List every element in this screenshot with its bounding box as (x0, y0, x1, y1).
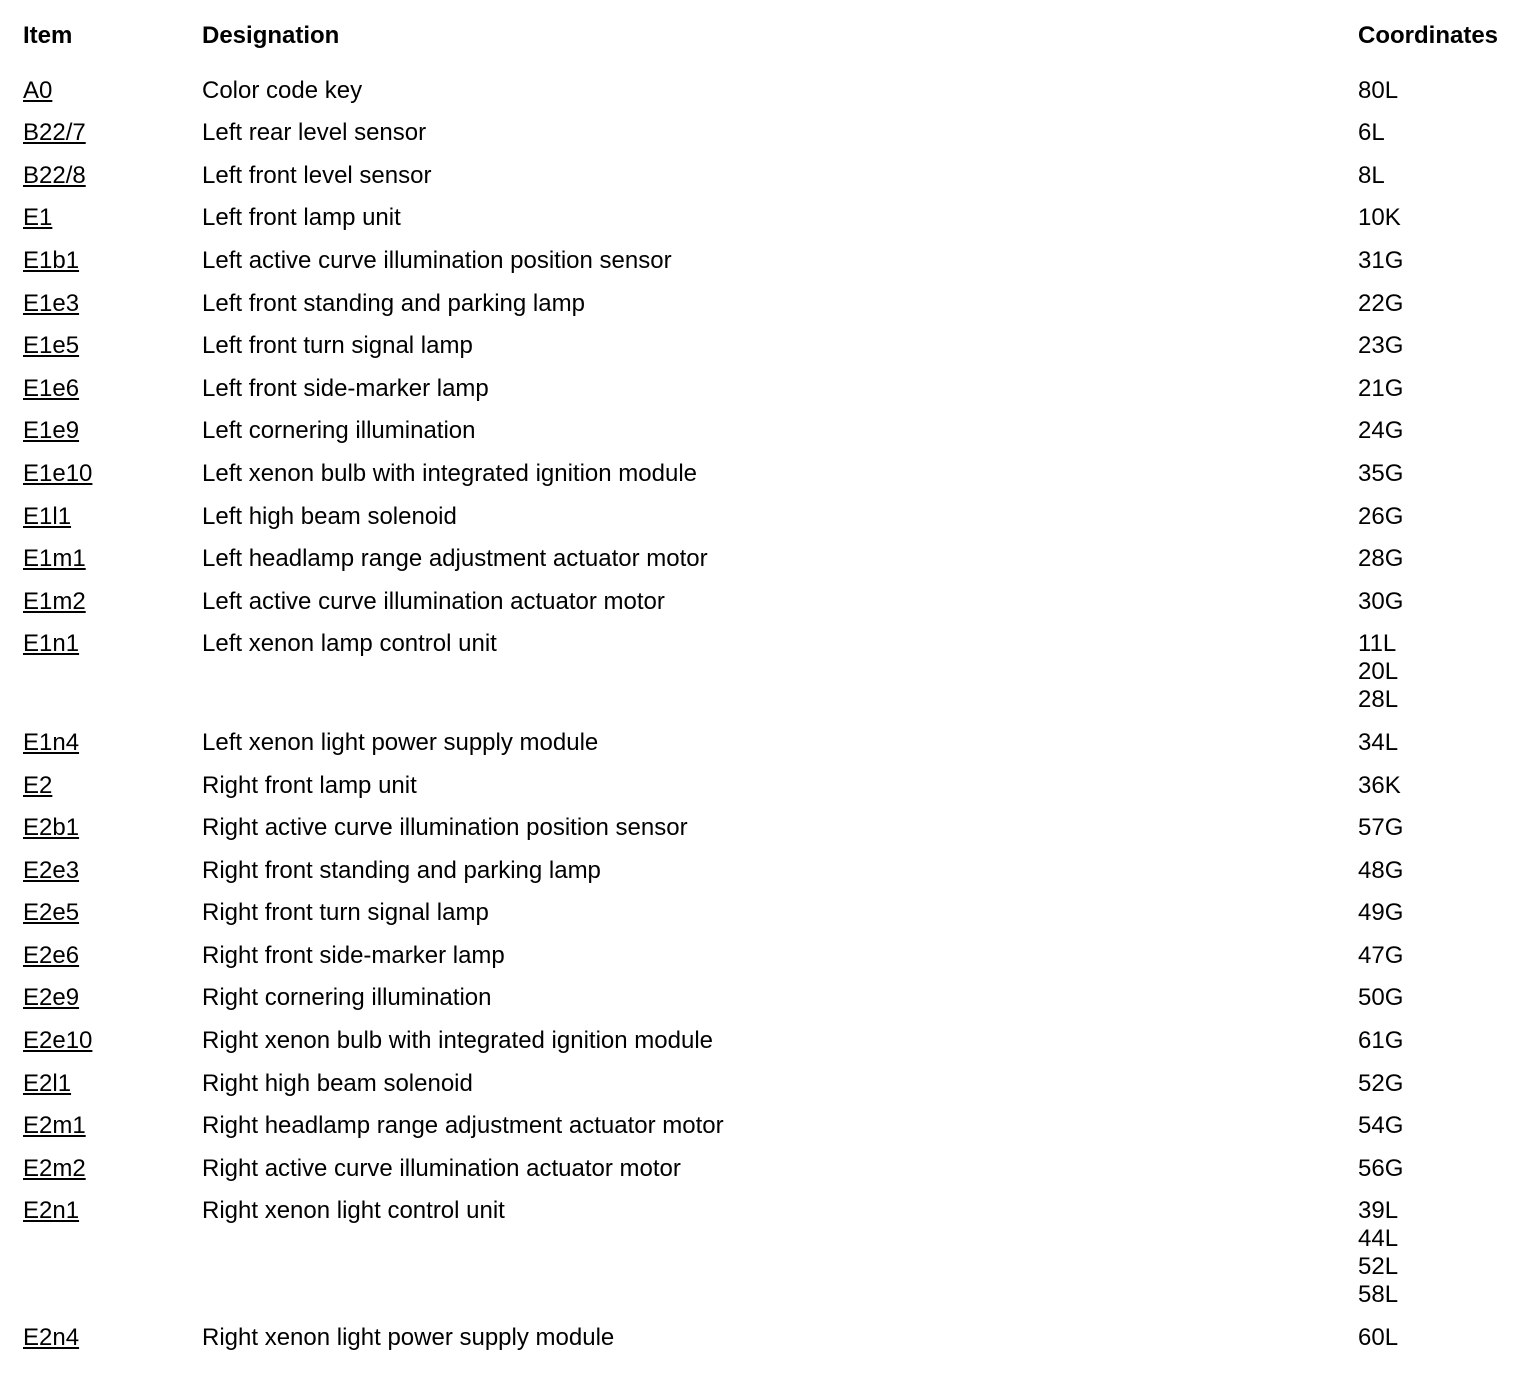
coordinate-value: 24G (1358, 417, 1404, 445)
designation-cell: Right front lamp unit (202, 771, 417, 799)
item-cell (0, 1055, 202, 1098)
coordinate-value: 8L (1358, 161, 1385, 189)
designation-cell: Left xenon light power supply module (202, 728, 599, 756)
coordinate-value: 35G (1358, 459, 1404, 487)
item-link[interactable]: E2m2 (23, 1154, 86, 1182)
item-cell (0, 190, 202, 233)
coordinate-value: 28L (1358, 686, 1399, 714)
item-cell (0, 1098, 202, 1141)
coordinates-cell (1358, 232, 1536, 275)
table-row (0, 445, 1536, 488)
coordinate-value: 11L (1358, 630, 1397, 658)
designation-cell: Right high beam solenoid (202, 1069, 473, 1097)
coordinates-cell (1358, 1055, 1536, 1098)
coordinates-cell (1358, 105, 1536, 148)
item-cell (0, 970, 202, 1013)
item-link[interactable]: E2e6 (23, 941, 80, 969)
coordinates-cell (1358, 275, 1536, 318)
item-cell (0, 62, 202, 105)
coordinate-value: 80L (1358, 76, 1399, 104)
table-body (0, 62, 1536, 1352)
item-cell (0, 232, 202, 275)
coordinates-cell (1358, 616, 1536, 715)
coordinate-value: 44L (1358, 1225, 1399, 1253)
coordinate-value: 36K (1358, 771, 1401, 799)
designation-cell: Left front side-marker lamp (202, 374, 489, 402)
item-link[interactable]: E2e10 (23, 1027, 93, 1055)
item-link[interactable]: E2n1 (23, 1197, 80, 1225)
item-cell (0, 1309, 202, 1352)
table-header-row (0, 18, 1536, 62)
coordinate-value: 23G (1358, 332, 1404, 360)
item-link[interactable]: E1 (23, 204, 53, 232)
table-row (0, 232, 1536, 275)
item-cell (0, 531, 202, 574)
designation-cell: Right headlamp range adjustment actuator motor (202, 1112, 724, 1140)
coordinates-cell (1358, 970, 1536, 1013)
item-cell (0, 105, 202, 148)
item-link[interactable]: E1m1 (23, 545, 86, 573)
item-link[interactable]: E2m1 (23, 1112, 86, 1140)
item-link[interactable]: E1m2 (23, 587, 86, 615)
coordinate-value: 6L (1358, 119, 1385, 147)
designation-cell: Left front lamp unit (202, 204, 401, 232)
designation-cell: Left active curve illumination actuator motor (202, 587, 665, 615)
coordinates-cell (1358, 403, 1536, 446)
coordinate-value: 28G (1358, 545, 1404, 573)
designation-cell: Right xenon light power supply module (202, 1324, 615, 1352)
item-link[interactable]: E2e5 (23, 899, 80, 927)
item-link[interactable]: E2n4 (23, 1324, 80, 1352)
item-link[interactable]: E2 (23, 771, 53, 799)
table-row (0, 1012, 1536, 1055)
coordinate-value: 61G (1358, 1027, 1404, 1055)
designation-cell: Left headlamp range adjustment actuator motor (202, 545, 708, 573)
designation-cell: Left front level sensor (202, 161, 432, 189)
table-row (0, 970, 1536, 1013)
designation-cell: Left cornering illumination (202, 417, 476, 445)
table-row (0, 1309, 1536, 1352)
designation-cell: Left front standing and parking lamp (202, 289, 585, 317)
item-cell (0, 573, 202, 616)
coordinate-value: 22G (1358, 289, 1404, 317)
item-link[interactable]: E2l1 (23, 1069, 72, 1097)
item-link[interactable]: E1e5 (23, 332, 80, 360)
table-row (0, 842, 1536, 885)
table-row (0, 318, 1536, 361)
designation-cell: Right front side-marker lamp (202, 941, 505, 969)
coordinates-cell (1358, 1183, 1536, 1310)
coordinates-cell (1358, 531, 1536, 574)
coordinate-value: 31G (1358, 246, 1404, 274)
table-row (0, 616, 1536, 715)
table-row (0, 757, 1536, 800)
coordinate-value: 54G (1358, 1112, 1404, 1140)
coordinate-value: 58L (1358, 1281, 1399, 1309)
coordinates-cell (1358, 445, 1536, 488)
designation-cell: Right xenon bulb with integrated ignition module (202, 1027, 713, 1055)
designation-cell: Left front turn signal lamp (202, 332, 473, 360)
table-row (0, 531, 1536, 574)
item-cell (0, 927, 202, 970)
item-cell (0, 842, 202, 885)
coordinates-cell (1358, 488, 1536, 531)
designation-cell: Left active curve illumination position sensor (202, 246, 672, 274)
item-cell (0, 757, 202, 800)
coordinate-value: 21G (1358, 374, 1404, 402)
coordinates-cell (1358, 62, 1536, 105)
item-link[interactable]: E1e9 (23, 417, 80, 445)
coordinates-cell (1358, 190, 1536, 233)
table-row (0, 1098, 1536, 1141)
coordinates-cell (1358, 800, 1536, 843)
coordinates-cell (1358, 1140, 1536, 1183)
header-item: Item (23, 22, 73, 49)
item-cell (0, 714, 202, 757)
table-row (0, 105, 1536, 148)
component-legend-table (0, 18, 1536, 1352)
table-row (0, 190, 1536, 233)
coordinate-value: 49G (1358, 899, 1404, 927)
table-row (0, 1140, 1536, 1183)
header-designation: Designation (202, 22, 340, 49)
table-row (0, 360, 1536, 403)
item-link[interactable]: E1l1 (23, 502, 72, 530)
table-row (0, 573, 1536, 616)
coordinate-value: 52L (1358, 1253, 1399, 1281)
item-link[interactable]: E2e3 (23, 856, 80, 884)
item-cell (0, 1012, 202, 1055)
table-row (0, 62, 1536, 105)
designation-cell: Left xenon lamp control unit (202, 630, 497, 658)
coordinate-value: 47G (1358, 941, 1404, 969)
coordinates-cell (1358, 1309, 1536, 1352)
item-cell (0, 403, 202, 446)
item-cell (0, 885, 202, 928)
coordinates-cell (1358, 360, 1536, 403)
table-row (0, 885, 1536, 928)
designation-cell: Right cornering illumination (202, 984, 492, 1012)
coordinates-cell (1358, 318, 1536, 361)
item-cell (0, 488, 202, 531)
coordinate-value: 34L (1358, 728, 1399, 756)
coordinate-value: 39L (1358, 1197, 1399, 1225)
coordinate-value: 48G (1358, 856, 1404, 884)
coordinates-cell (1358, 927, 1536, 970)
item-cell (0, 1140, 202, 1183)
item-cell (0, 147, 202, 190)
table-row (0, 714, 1536, 757)
item-cell (0, 275, 202, 318)
item-link[interactable]: E2e9 (23, 984, 80, 1012)
item-link[interactable]: B22/8 (23, 161, 86, 189)
coordinate-value: 57G (1358, 814, 1404, 842)
designation-cell: Right active curve illumination actuator motor (202, 1154, 681, 1182)
item-link[interactable]: E2b1 (23, 814, 80, 842)
designation-cell: Color code key (202, 76, 363, 104)
item-link[interactable]: E1e6 (23, 374, 80, 402)
coordinates-cell (1358, 714, 1536, 757)
designation-cell: Left xenon bulb with integrated ignition module (202, 459, 697, 487)
coordinate-value: 30G (1358, 587, 1404, 615)
designation-cell: Right active curve illumination position sensor (202, 814, 688, 842)
item-cell (0, 318, 202, 361)
coordinates-cell (1358, 885, 1536, 928)
header-coordinates: Coordinates (1358, 22, 1499, 49)
item-link[interactable]: E1n1 (23, 630, 80, 658)
table-row (0, 275, 1536, 318)
item-cell (0, 800, 202, 843)
table-row (0, 1183, 1536, 1310)
coordinates-cell (1358, 1012, 1536, 1055)
item-link[interactable]: E1e10 (23, 459, 93, 487)
item-cell (0, 1183, 202, 1310)
item-link[interactable]: E1n4 (23, 728, 80, 756)
coordinate-value: 10K (1358, 204, 1401, 232)
designation-cell: Right front standing and parking lamp (202, 856, 601, 884)
item-cell (0, 360, 202, 403)
table-row (0, 1055, 1536, 1098)
designation-cell: Right xenon light control unit (202, 1197, 505, 1225)
item-cell (0, 616, 202, 715)
item-link[interactable]: B22/7 (23, 119, 86, 147)
coordinates-cell (1358, 842, 1536, 885)
coordinate-value: 60L (1358, 1324, 1399, 1352)
coordinate-value: 26G (1358, 502, 1404, 530)
coordinates-cell (1358, 573, 1536, 616)
coordinates-cell (1358, 757, 1536, 800)
designation-cell: Left rear level sensor (202, 119, 427, 147)
table-row (0, 927, 1536, 970)
item-cell (0, 445, 202, 488)
table-row (0, 147, 1536, 190)
coordinate-value: 50G (1358, 984, 1404, 1012)
coordinate-value: 20L (1358, 658, 1399, 686)
item-link[interactable]: E1e3 (23, 289, 80, 317)
table-row (0, 800, 1536, 843)
item-link[interactable]: A0 (23, 76, 53, 104)
designation-cell: Right front turn signal lamp (202, 899, 489, 927)
coordinate-value: 52G (1358, 1069, 1404, 1097)
coordinate-value: 56G (1358, 1154, 1404, 1182)
coordinates-cell (1358, 1098, 1536, 1141)
designation-cell: Left high beam solenoid (202, 502, 457, 530)
table-row (0, 403, 1536, 446)
coordinates-cell (1358, 147, 1536, 190)
item-link[interactable]: E1b1 (23, 246, 80, 274)
table-row (0, 488, 1536, 531)
